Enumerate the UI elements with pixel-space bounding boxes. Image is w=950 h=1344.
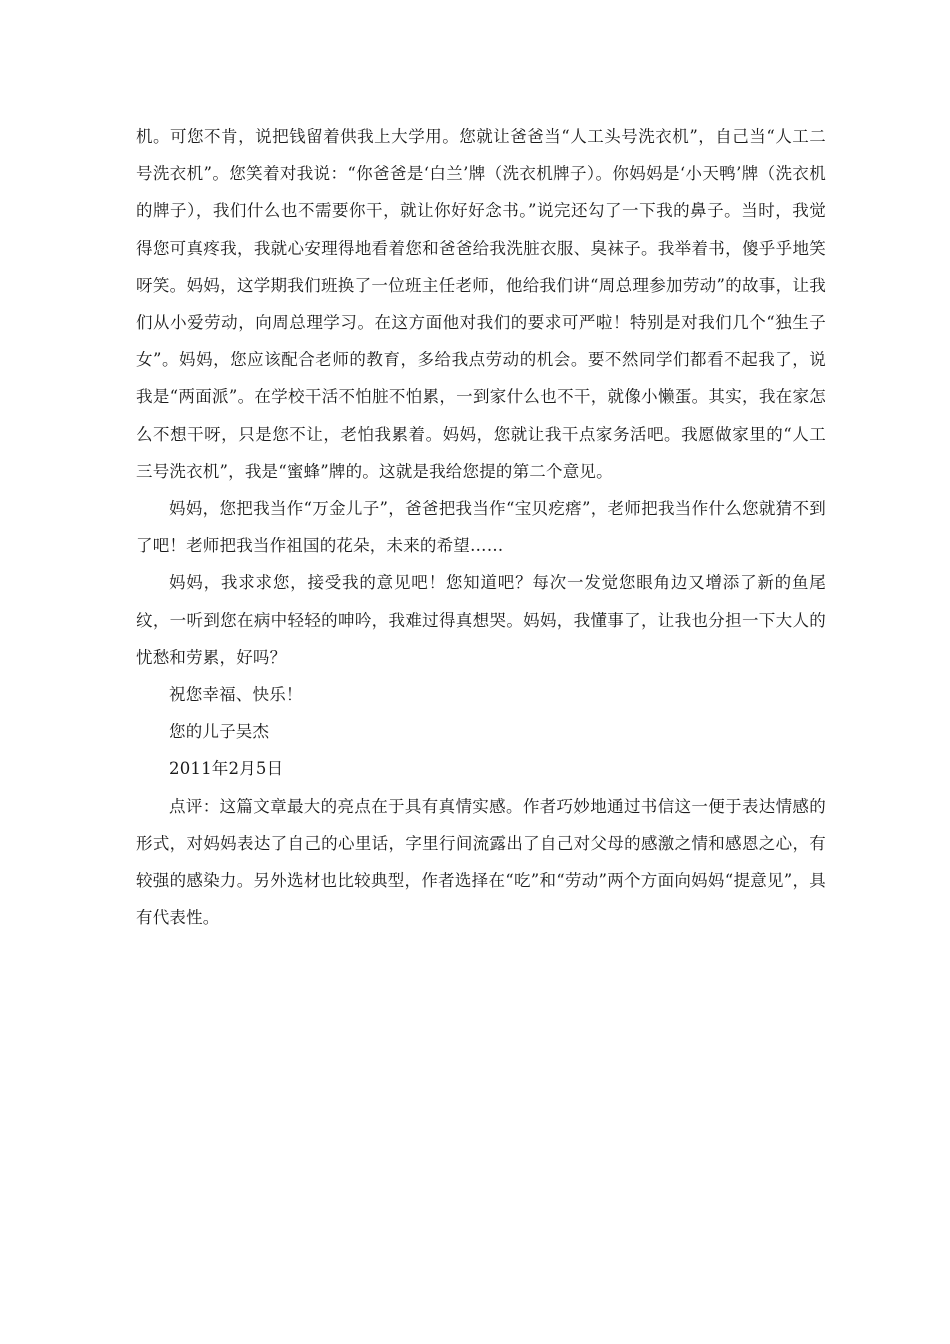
closing-wish: 祝您幸福、快乐！ <box>169 685 303 705</box>
commentary-paragraph: 点评：这篇文章最大的亮点在于具有真情实感。作者巧妙地通过书信这一便于表达情感的形式，对妈妈表达了自己的心里话，字里行间流露出了自己对父母的感激之情和感恩之心，有较强的感染力。另外选材也比较典型，作者选择在“吃”和“劳动”两个方面向妈妈“提意见”，具有代表性。 <box>136 796 826 928</box>
letter-date: 2011年2月5日 <box>169 759 284 779</box>
paragraph-laundry-continuation: 机。可您不肯，说把钱留着供我上大学用。您就让爸爸当“人工头号洗衣机”，自己当“人工二号洗衣机”。您笑着对我说：“你爸爸是‘白兰’牌（洗衣机牌子）。你妈妈是‘小天鸭’牌（洗衣机的牌子），我们什么也不需要你干，就让你好好念书。”说完还勾了一下我的鼻子。当时，我觉得您可真疼我，我就心安理得地看着您和爸爸给我洗脏衣服、臭袜子。我举着书，傻乎乎地笑呀笑。妈妈，这学期我们班换了一位班主任老师，他给我们讲“周总理参加劳动”的故事，让我们从小爱劳动，向周总理学习。在这方面他对我们的要求可严啦！特别是对我们几个“独生子女”。妈妈，您应该配合老师的教育，多给我点劳动的机会。要不然同学们都看不起我了，说我是“两面派”。在学校干活不怕脏不怕累，一到家什么也不干，就像小懒蛋。其实，我在家怎么不想干呀，只是您不让，老怕我累着。妈妈，您就让我干点家务活吧。我愿做家里的“人工三号洗衣机”，我是“蜜蜂”牌的。这就是我给您提的第二个意见。 <box>136 127 826 481</box>
paragraph-treasure: 妈妈，您把我当作“万金儿子”，爸爸把我当作“宝贝疙瘩”，老师把我当作什么您就猜不到了吧！老师把我当作祖国的花朵，未来的希望…… <box>136 499 826 556</box>
paragraph-plea: 妈妈，我求求您，接受我的意见吧！您知道吧？每次一发觉您眼角边又增添了新的鱼尾纹，一听到您在病中轻轻的呻吟，我难过得真想哭。妈妈，我懂事了，让我也分担一下大人的忧愁和劳累，好吗？ <box>136 573 826 667</box>
signature: 您的儿子吴杰 <box>169 722 270 742</box>
letter-body <box>136 118 826 936</box>
